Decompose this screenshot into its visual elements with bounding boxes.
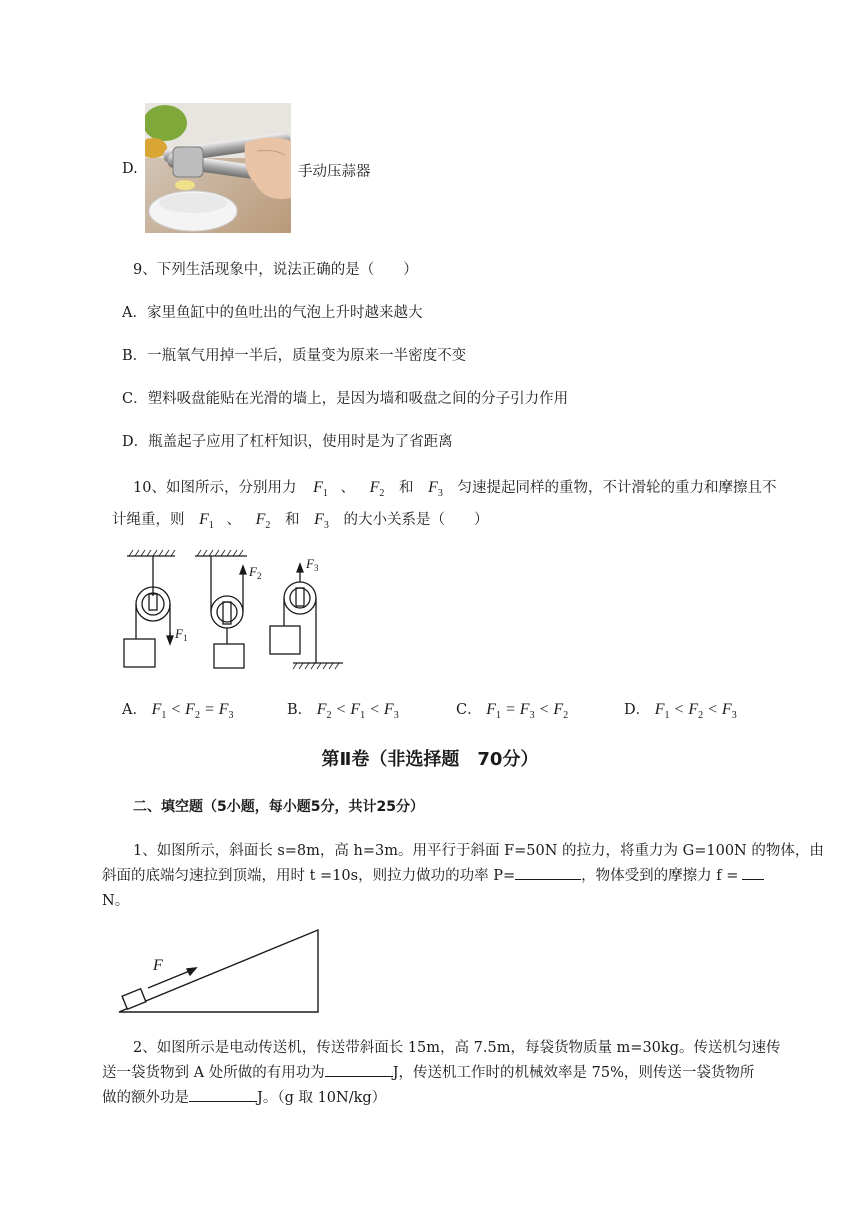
f1-diagram-label: $F_1$ — [175, 626, 188, 643]
fill-2-line1: 2、如图所示是电动传送机，传送带斜面长 15m，高 7.5m，每袋货物质量 m=30kg。传送机匀速传 — [133, 1040, 781, 1056]
f1-symbol: $F_1$ — [199, 511, 214, 532]
fill-2-line3: 做的额外功是 J。（g 取 10N/kg） — [102, 1086, 386, 1107]
question-10-stem-line1 — [133, 476, 776, 499]
question-10-option-c: C． $F_1 = F_3 < F_2$ — [456, 701, 569, 722]
section-heading: 二、填空题（5小题，每小题5分，共计25分） — [133, 799, 424, 815]
fill-1-line3: N。 — [102, 893, 130, 909]
answer-blank-extra-work[interactable] — [189, 1087, 257, 1102]
f2-diagram-label: $F_2$ — [249, 564, 262, 581]
f3-diagram-label: $F_3$ — [306, 556, 319, 573]
option-d-caption: 手动压蒜器 — [298, 164, 371, 180]
question-10-option-d: D． $F_1 < F_2 < F_3$ — [624, 701, 737, 722]
question-10-option-a: A． $F_1 < F_2 = F_3$ — [122, 701, 234, 722]
answer-blank-useful-work[interactable] — [325, 1062, 393, 1077]
and-text: 和 — [285, 512, 300, 528]
f2-symbol: $F_2$ — [369, 479, 385, 500]
f3-symbol: $F_3$ — [428, 479, 443, 500]
answer-blank-friction[interactable] — [742, 865, 764, 880]
stem-text: 的大小关系是（ ） — [343, 512, 489, 528]
stem-text: 计绳重，则 — [112, 512, 185, 528]
question-10-stem-line2 — [112, 508, 489, 531]
question-9-stem: 9、下列生活现象中，说法正确的是（ ） — [133, 262, 418, 278]
force-label: F — [153, 957, 163, 974]
f3-symbol: $F_3$ — [314, 511, 329, 532]
pulley-diagram — [115, 546, 350, 672]
and-text: 和 — [398, 480, 414, 496]
fill-1-line2: 斜面的底端匀速拉到顶端，用时 t =10s，则拉力做功的功率 P= ，物体受到的摩擦力 f = — [102, 864, 764, 885]
question-9-option-d: D．瓶盖起子应用了杠杆知识，使用时是为了省距离 — [122, 434, 453, 450]
fill-1-line1: 1、如图所示，斜面长 s=8m，高 h=3m。用平行于斜面 F=50N 的拉力，将重力为 G=100N 的物体，由 — [133, 843, 824, 859]
question-9-option-a: A．家里鱼缸中的鱼吐出的气泡上升时越来越大 — [122, 305, 423, 321]
section-title: 第Ⅱ卷（非选择题 70分） — [321, 749, 539, 770]
garlic-press-photo — [145, 103, 291, 233]
f2-symbol: $F_2$ — [255, 511, 271, 532]
separator: 、 — [226, 512, 241, 528]
question-9-option-c: C．塑料吸盘能贴在光滑的墙上，是因为墙和吸盘之间的分子引力作用 — [122, 391, 569, 407]
stem-text: 匀速提起同样的重物，不计滑轮的重力和摩擦且不 — [457, 480, 777, 496]
fill-2-line2: 送一袋货物到 A 处所做的有用功为 J，传送机工作时的机械效率是 75%，则传送一袋货物所 — [102, 1061, 754, 1082]
separator: 、 — [340, 480, 355, 496]
stem-text: 10、如图所示，分别用力 — [133, 480, 297, 496]
answer-blank-power[interactable] — [515, 865, 581, 880]
question-9-option-b: B．一瓶氧气用掉一半后，质量变为原来一半密度不变 — [122, 348, 467, 364]
f1-symbol: $F_1$ — [313, 479, 328, 500]
incline-diagram — [118, 928, 323, 1016]
option-d-letter: D. — [122, 161, 138, 177]
question-10-option-b: B． $F_2 < F_1 < F_3$ — [287, 701, 399, 722]
